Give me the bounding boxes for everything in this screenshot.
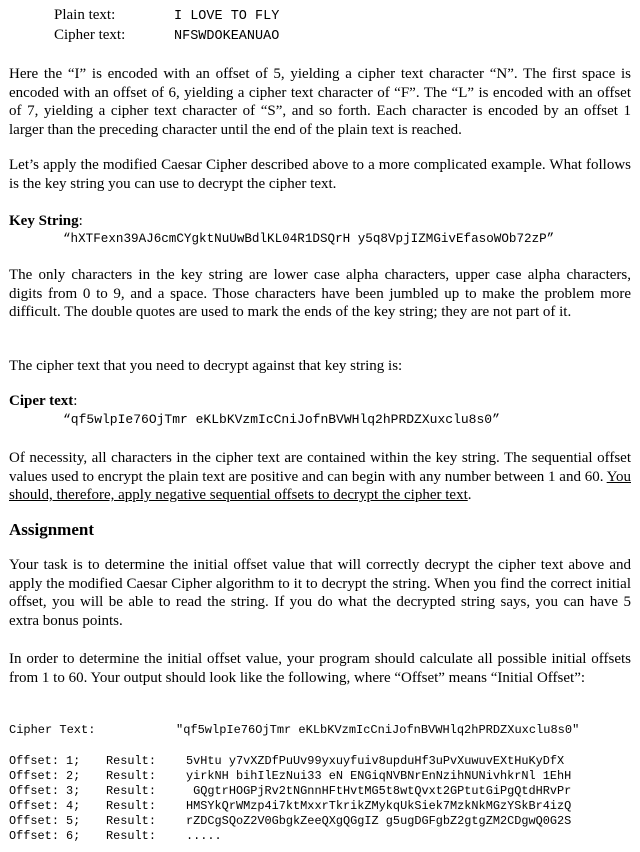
result-label: Result: [106,799,156,813]
offset-number: 2; [66,769,81,783]
paragraph-apply-example: Let’s apply the modified Caesar Cipher described above to a more complicated example. What follows is the key string you can use to decrypt the cipher text. [9,157,631,192]
output-row [9,829,222,844]
result-label: Result: [106,784,156,798]
cipher-text-heading-colon: : [73,393,78,409]
result-value: GQgtrHOGPjRv2tNGnnHFtHvtMG5t8wtQvxt2GPtutGiPgQtdHRvPr [186,784,572,798]
paragraph-key-string-info: The only characters in the key string are lower case alpha characters, upper case alpha characters, digits from 0 to 9, and a space. Those characters have been jumbled up to make the problem more difficult. The double quotes are used to mark the ends of the key string; they are not part of it. [9,267,631,320]
cipher-text-heading-text: Ciper text [9,393,74,409]
paragraph-necessity [9,449,631,505]
plain-text-value: I LOVE TO FLY [174,9,280,24]
paragraph-necessity-text: Of necessity, all characters in the cipher text are contained within the key string. The sequential offset values used to encrypt the plain text are positive and can begin with any number between 1 and 60. [9,450,631,485]
result-label: Result: [106,769,156,783]
key-string-heading-text: Key String [9,213,79,229]
paragraph-task: Your task is to determine the initial offset value that will correctly decrypt the cipher text above and apply the modified Caesar Cipher algorithm to it to decrypt the string. When you find the correct initial offset, you will be able to read the string. If you do what the decrypted string says, you can have 5 extra bonus points. [9,557,631,629]
offset-number: 4; [66,799,81,813]
output-row [9,754,564,769]
output-row [9,814,571,829]
key-string-heading-colon: : [78,213,83,229]
offset-label: Offset: [9,754,59,768]
paragraph-cipher-intro: The cipher text that you need to decrypt against that key string is: [9,358,403,374]
paragraph-encoding-explanation: Here the “I” is encoded with an offset of 5, yielding a cipher text character “N”. The first space is encoded with an offset of 6, yielding a cipher text character of “F”. The “L” is encoded with an offset of 7, yielding a cipher text character of “S”, and so forth. Each character is encoded by an offset 1 larger than the preceding character until the end of the plain text is reached. [9,66,631,138]
cipher-text-heading [9,393,77,410]
result-value: yirkNH bihIlEzNui33 eN ENGiqNVBNrEnNzihNUNivhkrNl 1EhH [186,769,572,783]
offset-number: 3; [66,784,81,798]
plain-text-label: Plain text: [54,7,116,23]
offset-label: Offset: [9,829,59,843]
output-row [9,769,571,784]
cipher-text-label: Cipher text: [54,27,126,43]
cipher-text-value-block: “qf5wlpIe76OjTmr eKLbKVzmIcCniJofnBVWHlq2hPRDZXuxclu8s0” [63,412,500,427]
output-row [9,799,571,814]
paragraph-output-format: In order to determine the initial offset value, your program should calculate all possible initial offsets from 1 to 60. Your output should look like the following, where “Offset” means “Initial Offset”: [9,651,631,686]
result-label: Result: [106,754,156,768]
offset-label: Offset: [9,784,59,798]
output-cipher-label: Cipher Text: [9,723,96,737]
result-value: 5vHtu y7vXZDfPuUv99yxuyfuiv8upduHf3uPvXuwuvEXtHuKyDfX [186,754,565,768]
paragraph-necessity-end: . [467,487,472,503]
offset-label: Offset: [9,769,59,783]
result-value: ..... [186,829,222,843]
output-cipher-value: "qf5wlpIe76OjTmr eKLbKVzmIcCniJofnBVWHlq2hPRDZXuxclu8s0" [176,723,580,737]
result-label: Result: [106,814,156,828]
offset-label: Offset: [9,814,59,828]
offset-label: Offset: [9,799,59,813]
output-cipher-line [9,723,579,738]
key-string-heading [9,213,83,230]
cipher-text-value: NFSWDOKEANUAO [174,29,280,44]
result-value: rZDCgSQoZ2V0GbgkZeeQXgQGgIZ g5ugDGFgbZ2gtgZM2CDgwQ0G2S [186,814,572,828]
result-value: HMSYkQrWMzp4i7ktMxxrTkrikZMykqUkSiek7MzkNkMGzYSkBr4izQ [186,799,572,813]
result-label: Result: [106,829,156,843]
plain-text-row [54,6,279,26]
key-string-value: “hXTFexn39AJ6cmCYgktNuUwBdlKL04R1DSQrH y5q8VpjIZMGivEfasoWOb72zP” [63,232,555,246]
offset-number: 1; [66,754,81,768]
offset-number: 5; [66,814,81,828]
cipher-text-row [54,26,279,46]
negative-offsets-instruction: You should, therefore, apply negative sequential offsets to decrypt the cipher text [9,468,631,503]
output-row [9,784,571,799]
offset-number: 6; [66,829,81,843]
assignment-heading: Assignment [9,520,95,539]
